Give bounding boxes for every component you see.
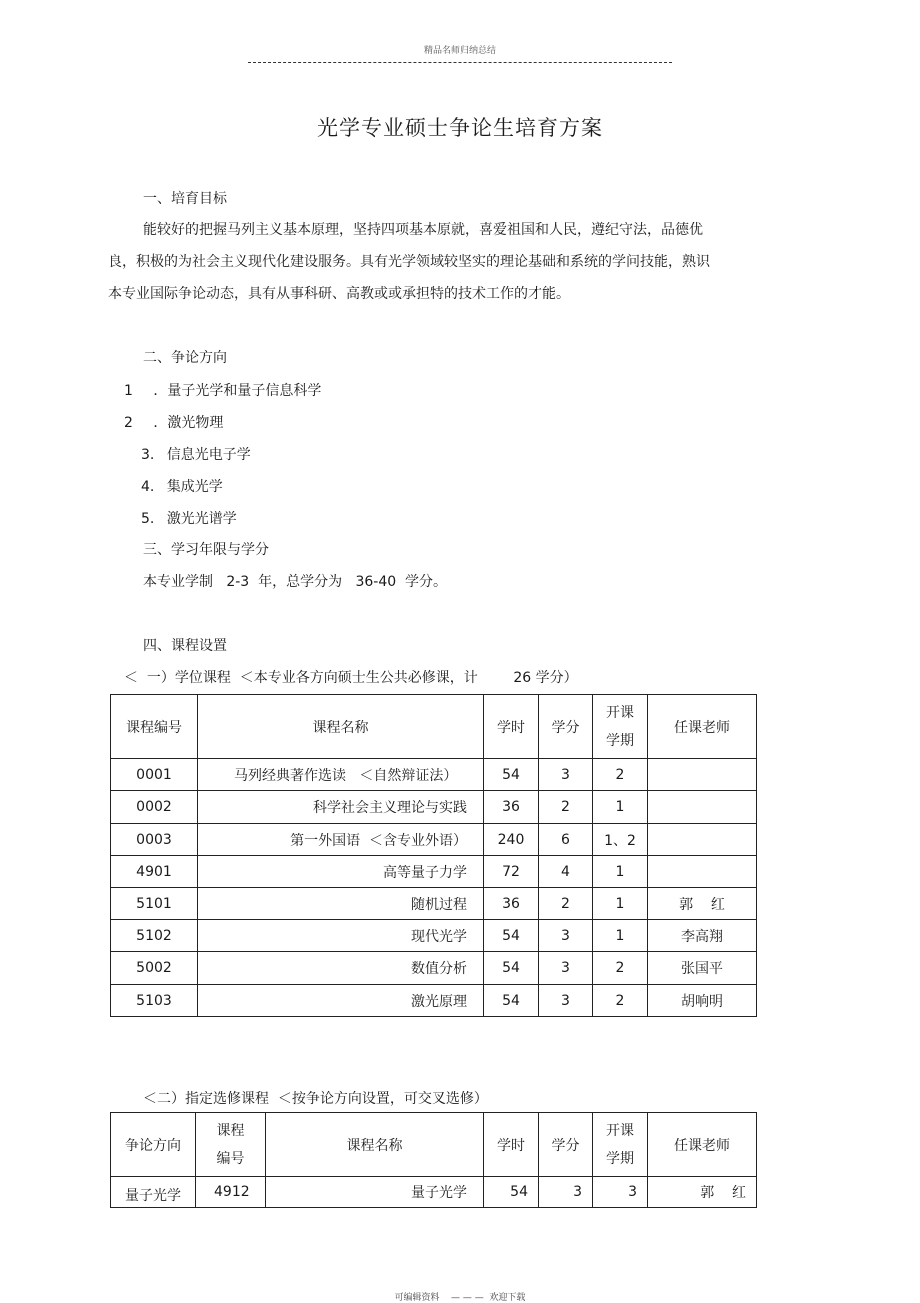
page-title: 光学专业硕士争论生培育方案 (317, 116, 603, 140)
header-name: 课程名称 (266, 1113, 484, 1177)
cell-name: 激光原理 (198, 985, 484, 1017)
direction-item-text: 激光光谱学 (166, 511, 237, 527)
header-teacher: 任课老师 (648, 695, 757, 759)
cell-credits: 2 (539, 791, 593, 824)
header-term-line-2: 学期 (606, 732, 634, 749)
paragraph-line-3: 本专业国际争论动态，具有从事科研、高教或或承担特的技术工作的才能。 (108, 286, 570, 302)
cell-hours: 54 (484, 759, 539, 791)
cell-name: 随机过程 (198, 888, 484, 920)
cell-name: 马列经典著作选读 ＜自然辩证法） (198, 759, 484, 791)
degree-courses-table (110, 694, 757, 1017)
cell-teacher: 郭 红 (648, 1177, 757, 1208)
cell-teacher: 胡响明 (648, 985, 757, 1017)
cell-direction: 量子光学 (111, 1177, 196, 1208)
direction-item-1 (124, 380, 321, 400)
section-1-heading: 一、培育目标 (143, 191, 227, 207)
header-term-line-1: 开课 (606, 1122, 634, 1139)
direction-item-num: 1 (124, 383, 133, 399)
cell-name: 高等量子力学 (198, 856, 484, 888)
header-term-line-1: 开课 (606, 704, 634, 721)
cell-credits: 3 (539, 759, 593, 791)
elective-courses-table (110, 1112, 757, 1208)
cell-hours: 36 (484, 791, 539, 824)
header-teacher: 任课老师 (648, 1113, 757, 1177)
header-hours: 学时 (484, 695, 539, 759)
cell-hours: 36 (484, 888, 539, 920)
cell-teacher: 郭 红 (648, 888, 757, 920)
section-3-heading: 三、学习年限与学分 (143, 542, 269, 558)
section-2-heading: 二、争论方向 (143, 350, 227, 366)
cell-hours: 240 (484, 824, 539, 856)
cell-term: 1 (593, 920, 648, 952)
cell-code: 5002 (111, 952, 198, 985)
cell-credits: 4 (539, 856, 593, 888)
table-1-caption: ＜ 一）学位课程 ＜本专业各方向硕士生公共必修课，计 26 学分） (124, 670, 578, 686)
cell-teacher: 张国平 (648, 952, 757, 985)
header-code-line-2: 编号 (216, 1150, 245, 1167)
cell-code: 4912 (196, 1177, 266, 1208)
cell-hours: 54 (484, 920, 539, 952)
cell-term: 1 (593, 888, 648, 920)
cell-code: 0002 (111, 791, 198, 824)
section-3-text: 本专业学制 2-3 年，总学分为 36-40 学分。 (143, 574, 448, 590)
cell-teacher (648, 824, 757, 856)
paragraph-line-1: 能较好的把握马列主义基本原理，坚持四项基本原就，喜爱祖国和人民，遵纪守法，品德优 (143, 222, 703, 238)
cell-code: 0003 (111, 824, 198, 856)
table-row (111, 888, 757, 920)
direction-item-2 (124, 412, 223, 432)
table-row (111, 791, 757, 824)
cell-credits: 3 (539, 1177, 593, 1208)
cell-term: 1 (593, 791, 648, 824)
direction-item-num: 2 (124, 415, 133, 431)
direction-item-num: 4. (141, 479, 155, 495)
direction-item-5 (141, 508, 237, 528)
section-1-paragraph (108, 214, 808, 310)
direction-item-text: ．量子光学和量子信息科学 (153, 383, 322, 399)
cell-credits: 3 (539, 985, 593, 1017)
header-credits: 学分 (539, 695, 593, 759)
cell-teacher (648, 759, 757, 791)
cell-name: 现代光学 (198, 920, 484, 952)
header-note: 精品名师归纳总结 (423, 46, 496, 56)
direction-item-text: 集成光学 (166, 479, 223, 495)
header-term-line-2: 学期 (606, 1150, 634, 1167)
cell-credits: 3 (539, 920, 593, 952)
table-header-row (111, 1113, 757, 1177)
cell-code: 0001 (111, 759, 198, 791)
direction-item-num: 5. (141, 511, 155, 527)
header-term (593, 1113, 648, 1177)
cell-term: 2 (593, 759, 648, 791)
cell-term: 3 (593, 1177, 648, 1208)
cell-teacher: 李高翔 (648, 920, 757, 952)
cell-hours: 54 (484, 985, 539, 1017)
table-2-caption: ＜二）指定选修课程 ＜按争论方向设置，可交叉选修） (143, 1091, 488, 1107)
cell-hours: 72 (484, 856, 539, 888)
header-code: 课程编号 (111, 695, 198, 759)
table-row (111, 856, 757, 888)
header-hours: 学时 (484, 1113, 539, 1177)
footer-text: 可编辑资料 — — — 欢迎下载 (394, 1293, 526, 1303)
table-row (111, 824, 757, 856)
cell-name: 科学社会主义理论与实践 (198, 791, 484, 824)
table-row (111, 985, 757, 1017)
cell-code: 5101 (111, 888, 198, 920)
table-header-row (111, 695, 757, 759)
cell-hours: 54 (484, 952, 539, 985)
cell-term: 2 (593, 985, 648, 1017)
table-row (111, 759, 757, 791)
cell-name: 量子光学 (266, 1177, 484, 1208)
header-name: 课程名称 (198, 695, 484, 759)
cell-teacher (648, 791, 757, 824)
cell-teacher (648, 856, 757, 888)
header-dashed-rule (248, 62, 672, 63)
header-direction: 争论方向 (111, 1113, 196, 1177)
cell-name: 第一外国语 ＜含专业外语） (198, 824, 484, 856)
cell-name: 数值分析 (198, 952, 484, 985)
direction-item-4 (141, 476, 223, 496)
table-row (111, 1177, 757, 1208)
header-credits: 学分 (539, 1113, 593, 1177)
direction-item-num: 3. (141, 447, 155, 463)
cell-term: 1 (593, 856, 648, 888)
paragraph-line-2: 良，积极的为社会主义现代化建设服务。具有光学领域较坚实的理论基础和系统的学问技能，熟识 (108, 254, 710, 270)
cell-term: 2 (593, 952, 648, 985)
header-code (196, 1113, 266, 1177)
cell-credits: 2 (539, 888, 593, 920)
table-row (111, 920, 757, 952)
table-row (111, 952, 757, 985)
direction-item-3 (141, 444, 251, 464)
header-term (593, 695, 648, 759)
direction-item-text: 信息光电子学 (166, 447, 251, 463)
section-4-heading: 四、课程设置 (143, 638, 227, 654)
cell-code: 4901 (111, 856, 198, 888)
direction-item-text: ．激光物理 (153, 415, 224, 431)
cell-credits: 3 (539, 952, 593, 985)
cell-credits: 6 (539, 824, 593, 856)
cell-hours: 54 (484, 1177, 539, 1208)
header-code-line-1: 课程 (216, 1122, 245, 1139)
cell-term: 1、2 (593, 824, 648, 856)
cell-code: 5103 (111, 985, 198, 1017)
cell-code: 5102 (111, 920, 198, 952)
